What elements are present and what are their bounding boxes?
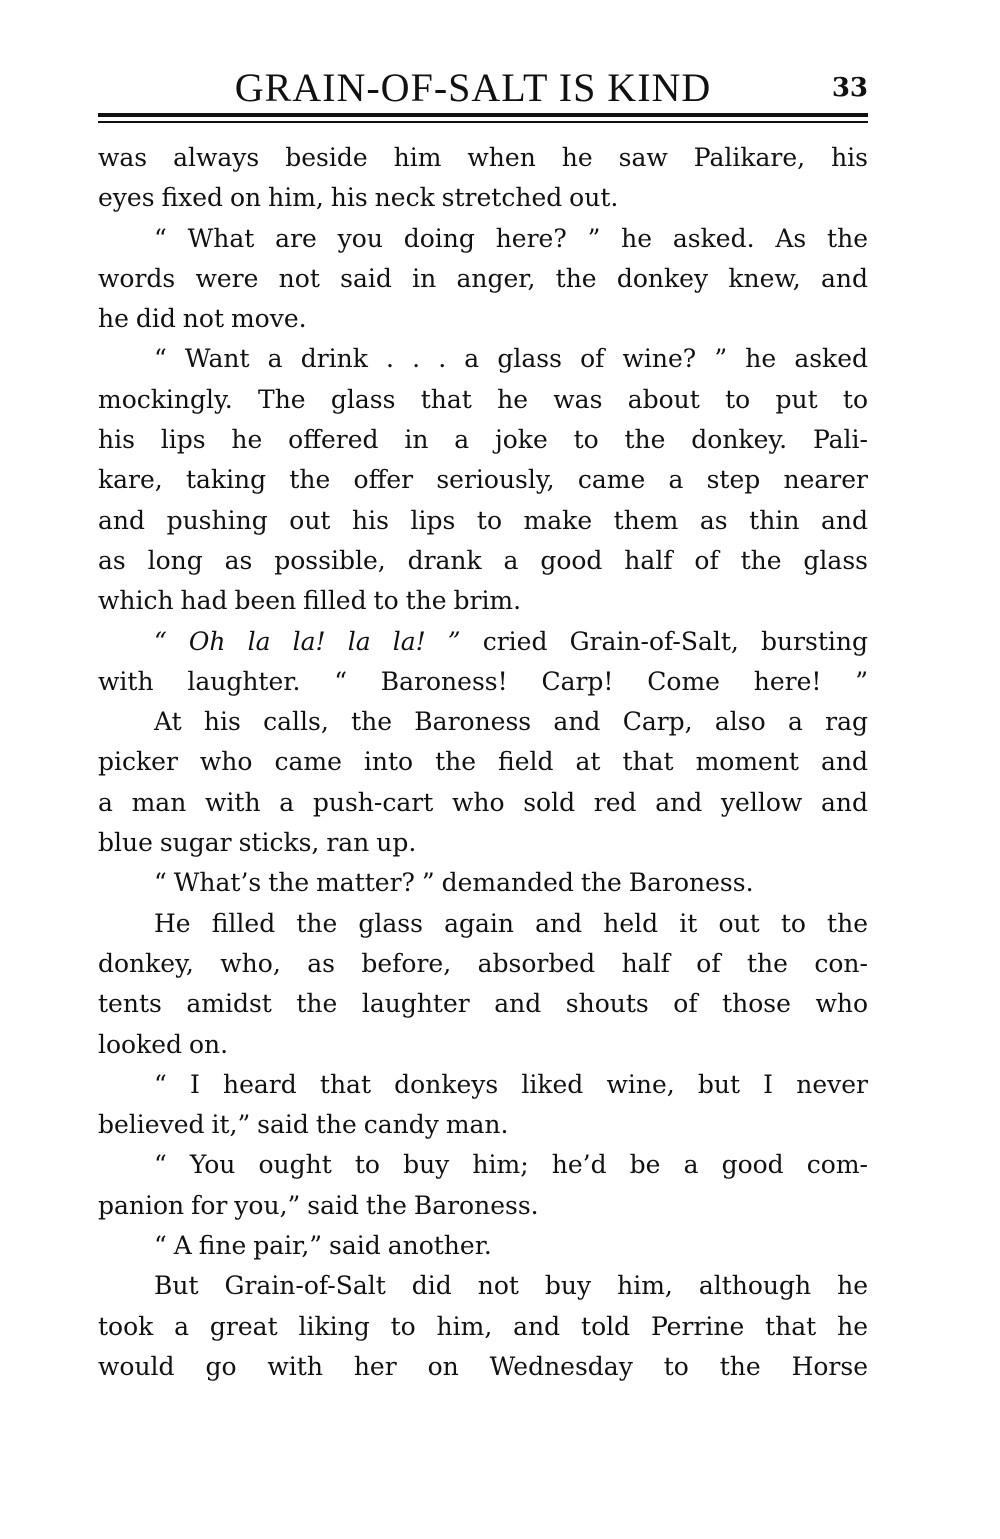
page-number: 33 — [831, 73, 868, 103]
text-line: took a great liking to him, and told Perrine that he — [98, 1311, 868, 1341]
text-line: “ What are you doing here? ” he asked. As the — [154, 223, 868, 253]
text-line: and pushing out his lips to make them as thin and — [98, 505, 868, 535]
running-head — [98, 60, 868, 116]
text-line: donkey, who, as before, absorbed half of the con- — [98, 948, 868, 978]
text-line — [98, 622, 868, 662]
text-line: a man with a push-cart who sold red and yellow and — [98, 787, 868, 817]
text-line: At his calls, the Baroness and Carp, also a rag — [154, 707, 868, 737]
italic-exclamation: “ Oh la la! la la! ” — [154, 626, 461, 656]
text-line: picker who came into the field at that moment and — [98, 747, 868, 777]
header-rule-thick — [98, 113, 868, 117]
body-text — [98, 138, 868, 1387]
text-line: He filled the glass again and held it out to the — [154, 908, 868, 938]
header-rule-thin — [98, 121, 868, 123]
chapter-title: GRAIN-OF-SALT IS KIND — [234, 65, 712, 110]
book-page — [98, 60, 868, 1387]
text-line: But Grain-of-Salt did not buy him, although he — [154, 1271, 868, 1301]
text-line: tents amidst the laughter and shouts of those who — [98, 989, 868, 1019]
text-line: which had been filled to the brim. — [98, 586, 522, 616]
text-line-rest: cried Grain-of-Salt, bursting — [460, 626, 868, 656]
text-line: “ What’s the matter? ” demanded the Baroness. — [154, 868, 754, 898]
text-line: believed it,” said the candy man. — [98, 1110, 509, 1140]
text-line: with laughter. “ Baroness! Carp! Come here! ” — [98, 666, 868, 696]
text-line: “ Want a drink . . . a glass of wine? ” he asked — [154, 344, 868, 374]
text-line: was always beside him when he saw Palikare, his — [98, 143, 868, 172]
text-line: “ You ought to buy him; he’d be a good com- — [154, 1150, 868, 1180]
text-line: panion for you,” said the Baroness. — [98, 1190, 539, 1220]
text-line: words were not said in anger, the donkey knew, and — [98, 263, 868, 293]
text-line: mockingly. The glass that he was about to put to — [98, 384, 868, 414]
text-line: as long as possible, drank a good half of the glass — [98, 545, 868, 575]
text-line: looked on. — [98, 1029, 229, 1059]
text-line: would go with her on Wednesday to the Horse — [98, 1351, 868, 1381]
text-line: kare, taking the offer seriously, came a step nearer — [98, 465, 868, 495]
text-line: “ I heard that donkeys liked wine, but I never — [154, 1069, 868, 1099]
text-line: blue sugar sticks, ran up. — [98, 828, 417, 858]
text-line: eyes fixed on him, his neck stretched out. — [98, 183, 619, 213]
text-line: “ A fine pair,” said another. — [154, 1231, 492, 1261]
text-line: his lips he offered in a joke to the donkey. Pali- — [98, 425, 868, 455]
text-line: he did not move. — [98, 304, 307, 334]
